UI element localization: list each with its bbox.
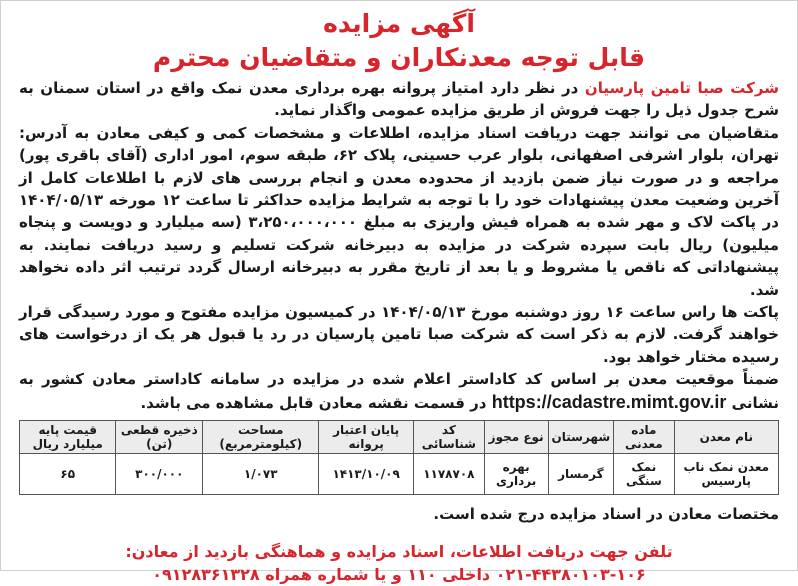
contact-heading: تلفن جهت دریافت اطلاعات، اسناد مزایده و هماهنگی بازدید از معادن: (125, 542, 673, 562)
cadastre-link[interactable]: https://cadastre.mimt.gov.ir (491, 391, 727, 412)
cadastre-text: ضمناً موقعیت معدن بر اساس کد کاداستر اعلام شده در مزایده در سامانه کاداستر معادن کشور به نشانی (19, 370, 779, 412)
instructions-paragraph: متقاضیان می توانند جهت دریافت اسناد مزایده، اطلاعات و مشخصات کمی و کیفی معادن به آدرس: تهران، بلوار اشرفی اصفهانی، بلوار عرب حسینی، پلاک ۶۲، طبقه سوم، امور اداری (آقای باقری پور) مراجعه و در صورت نیاز ضمن بازدید از محدوده معدن و انجام بررسی های لازم با اطلاعات کامل از آخرین وضعیت معدن پیشنهادات خود را با توجه به شرایط مزایده حداکثر تا ساعت ۱۲ مورخه ۱۴۰۴/۰۵/۱۳ در پاکت لاک و مهر شده به همراه فیش واریزی به مبلغ ۳،۲۵۰،۰۰۰،۰۰۰ (سه میلیارد و دویست و پنجاه میلیون) ریال بابت سپرده شرکت در مزایده به دبیرخانه شرکت تسلیم و رسید دریافت نمایند. به پیشنهاداتی که ناقص یا مشروط و یا بعد از تاریخ مقرر به دبیرخانه ارسال گردد ترتیب اثر داده نخواهد شد. (19, 123, 779, 299)
mines-table (19, 420, 779, 495)
table-row (20, 454, 779, 495)
cadastre-text-end: در قسمت نقشه معادن قابل مشاهده می باشد. (140, 393, 492, 412)
opening-paragraph: پاکت ها راس ساعت ۱۶ روز دوشنبه مورخ ۱۴۰۴/۰۵/۱۳ در کمیسیون مزایده مفتوح و مورد رسیدگی قرار خواهند گرفت. لازم به ذکر است که شرکت صبا تامین پارسیان در رد یا قبول هر یک از درخواست های رسیده مختار خواهد بود. (19, 303, 779, 366)
cell-mine-name: معدن نمک ناب پارسیس (674, 454, 778, 495)
header-city: شهرستان (548, 421, 614, 454)
cell-mineral: نمک سنگی (614, 454, 674, 495)
header-license-expiry: پایان اعتبار پروانه (319, 421, 414, 454)
intro-paragraph (19, 77, 779, 122)
header-area: مساحت (کیلومترمربع) (203, 421, 319, 454)
cell-city: گرمسار (548, 454, 614, 495)
coordinates-note: مختصات معادن در اسناد مزایده درج شده است. (433, 505, 779, 524)
header-id-code: کد شناسائی (413, 421, 484, 454)
cell-reserve: ۳۰۰/۰۰۰ (116, 454, 203, 495)
cell-license-type: بهره برداری (484, 454, 548, 495)
header-mine-name: نام معدن (674, 421, 778, 454)
cell-license-expiry: ۱۴۱۳/۱۰/۰۹ (319, 454, 414, 495)
cadastre-paragraph (19, 368, 779, 414)
company-name: شرکت صبا تامین پارسیان (584, 79, 779, 97)
table-header-row (20, 421, 779, 454)
header-license-type: نوع مجوز (484, 421, 548, 454)
cell-id-code: ۱۱۷۸۷۰۸ (413, 454, 484, 495)
intro-text: در نظر دارد امتیاز پروانه بهره برداری معدن نمک واقع در استان سمنان به شرح جدول ذیل را جهت فروش از طریق مزایده عمومی واگذار نماید. (19, 79, 779, 120)
header-reserve: ذخیره قطعی (تن) (116, 421, 203, 454)
notice-subtitle: قابل توجه معدنکاران و متقاضیان محترم (152, 43, 646, 72)
notice-body (19, 77, 779, 414)
cell-area: ۱/۰۷۳ (203, 454, 319, 495)
header-base-price: قیمت پایه میلیارد ریال (20, 421, 116, 454)
header-mineral: ماده معدنی (614, 421, 674, 454)
notice-title: آگهی مزایده (323, 9, 475, 38)
cell-base-price: ۶۵ (20, 454, 116, 495)
contact-phones: ۰۲۱-۴۴۳۸۰۱۰۳-۱۰۶ داخلی ۱۱۰ و یا شماره همراه ۰۹۱۲۸۳۶۱۳۲۸ (152, 565, 646, 585)
